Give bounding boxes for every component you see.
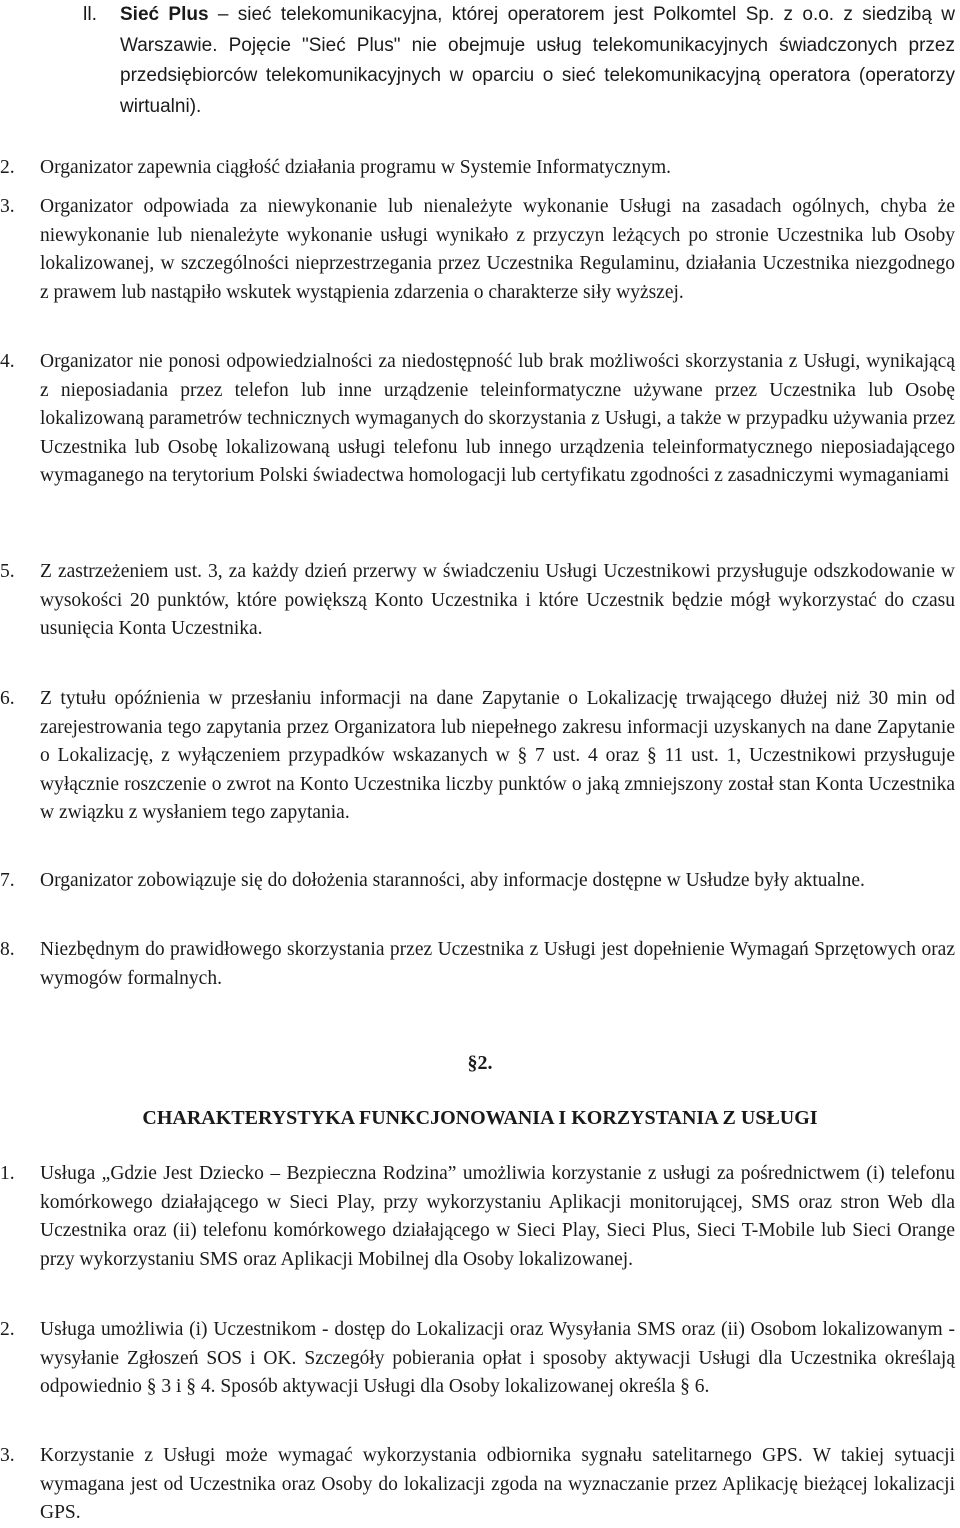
item-text: Organizator zobowiązuje się do dołożenia staranności, aby informacje dostępne w Usłudze były aktualne. [40, 870, 865, 891]
item-text [120, 0, 955, 122]
item-number: 3. [0, 196, 15, 217]
item-number: 2. [0, 157, 15, 178]
item-text: Niezbędnym do prawidłowego skorzystania przez Uczestnika z Usługi jest dopełnienie Wymagań Sprzętowych oraz wymogów formalnych. [40, 939, 955, 989]
item-number: 1. [0, 1163, 15, 1184]
item-number: 6. [0, 688, 15, 709]
item-number: 3. [0, 1445, 15, 1466]
item-text: Organizator nie ponosi odpowiedzialności za niedostępność lub brak możliwości skorzystania z Usługi, wynikającą z nieposiadania przez telefon lub inne urządzenie teleinformatyczne używane przez Uczestnika lub Osobę lokalizowaną parametrów technicznych wymaganych do skorzystania z Usługi, a także w przypadku używania przez Uczestnika lub Osobę lokalizowaną usługi telefonu lub innego urządzenia teleinformatycznego nieposiadającego wymaganego na terytorium Polski świadectwa homologacji lub certyfikatu zgodności z zasadniczymi wymaganiami [40, 351, 955, 486]
item-number: 4. [0, 351, 15, 372]
item-number: 8. [0, 939, 15, 960]
item-number: 2. [0, 1319, 15, 1340]
item-text: Z tytułu opóźnienia w przesłaniu informacji na dane Zapytanie o Lokalizację trwającego dłużej niż 30 min od zarejestrowania tego zapytania przez Organizatora lub niepełnego zakresu informacji uzyskanych na dane Zapytanie o Lokalizację, z wyłączeniem przypadków wskazanych w § 7 ust. 4 oraz § 11 ust. 1, Uczestnikowi przysługuje wyłącznie roszczenie o zwrot na Konto Uczestnika liczby punktów o jaką zmniejszony został stan Konta Uczestnika w związku z wysłaniem tego zapytania. [40, 688, 955, 823]
definition-text: – sieć telekomunikacyjna, której operatorem jest Polkomtel Sp. z o.o. z siedzibą w Warszawie. Pojęcie "Sieć Plus" nie obejmuje usług telekomunikacyjnych świadczonych przez przedsiębiorców telekomunikacyjnych w oparciu o sieć telekomunikacyjną operatora (operatorzy wirtualni). [120, 4, 955, 117]
item-text: Korzystanie z Usługi może wymagać wykorzystania odbiornika sygnału satelitarnego GPS. W takiej sytuacji wymagana jest od Uczestnika oraz Osoby do lokalizacji zgoda na wyznaczanie przez Aplikację bieżącej lokalizacji GPS. [40, 1445, 955, 1523]
item-number: 5. [0, 561, 15, 582]
defined-term: Sieć Plus [120, 4, 209, 25]
section-number: §2. [467, 1052, 493, 1074]
item-number: ll. [83, 3, 98, 25]
item-number: 7. [0, 870, 15, 891]
item-text: Z zastrzeżeniem ust. 3, za każdy dzień przerwy w świadczeniu Usługi Uczestnikowi przysługuje odszkodowanie w wysokości 20 punktów, które powiększą Konto Uczestnika i które Uczestnik będzie mógł wykorzystać do czasu usunięcia Konta Uczestnika. [40, 561, 955, 639]
item-text: Usługa „Gdzie Jest Dziecko – Bezpieczna Rodzina” umożliwia korzystanie z usługi za pośrednictwem (i) telefonu komórkowego działającego w Sieci Play, przy wykorzystaniu Aplikacji monitorującej, SMS oraz stron Web dla Uczestnika oraz (ii) telefonu komórkowego działającego w Sieci Play, Sieci Plus, Sieci T-Mobile lub Sieci Orange przy wykorzystaniu SMS oraz Aplikacji Mobilnej dla Osoby lokalizowanej. [40, 1163, 955, 1270]
item-text: Organizator odpowiada za niewykonanie lub nienależyte wykonanie Usługi na zasadach ogólnych, chyba że niewykonanie lub nienależyte wykonanie usługi wynikało z przyczyn leżących po stronie Uczestnika lub Osoby lokalizowanej, w szczególności nieprzestrzegania przez Uczestnika Regulaminu, działania Uczestnika niezgodnego z prawem lub nastąpiło wskutek wystąpienia zdarzenia o charakterze siły wyższej. [40, 196, 955, 303]
item-text: Usługa umożliwia (i) Uczestnikom - dostęp do Lokalizacji oraz Wysyłania SMS oraz (ii) Osobom lokalizowanym - wysyłanie Zgłoszeń SOS i OK. Szczegóły pobierania opłat i sposoby aktywacji Usługi dla Uczestnika określają odpowiednio § 3 i § 4. Sposób aktywacji Usługi dla Osoby lokalizowanej określa § 6. [40, 1319, 955, 1397]
item-text: Organizator zapewnia ciągłość działania programu w Systemie Informatycznym. [40, 157, 671, 178]
section-title: CHARAKTERYSTYKA FUNKCJONOWANIA I KORZYSTANIA Z USŁUGI [142, 1107, 818, 1129]
